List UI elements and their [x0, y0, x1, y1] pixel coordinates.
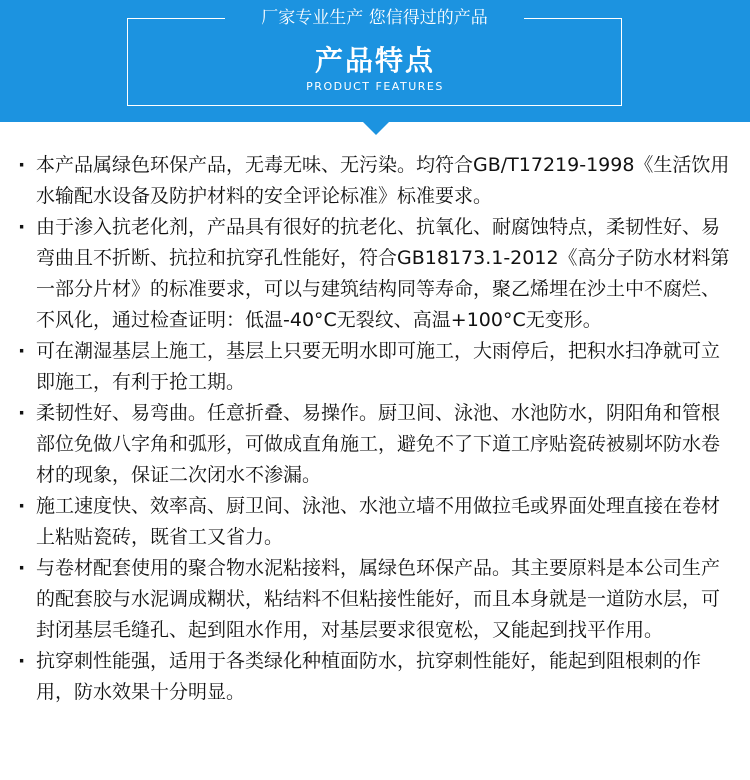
header-frame-top-right: [524, 18, 622, 19]
feature-text: 由于渗入抗老化剂，产品具有很好的抗老化、抗氧化、耐腐蚀特点，柔韧性好、易弯曲且不折断、抗拉和抗穿孔性能好，符合GB18173.1-2012《高分子防水材料第一部分片材》的标准要求，可以与建筑结构同等寿命，聚乙烯埋在沙土中不腐烂、不风化，通过检查证明：低温-40°C无裂纹、高温+100°C无变形。: [36, 216, 730, 331]
feature-text: 与卷材配套使用的聚合物水泥粘接料，属绿色环保产品。其主要原料是本公司生产的配套胶与水泥调成糊状，粘结料不但粘接性能好，而且本身就是一道防水层，可封闭基层毛缝孔、起到阻水作用，对基层要求很宽松，又能起到找平作用。: [36, 557, 721, 641]
feature-text: 本产品属绿色环保产品，无毒无味、无污染。均符合GB/T17219-1998《生活饮用水输配水设备及防护材料的安全评论标准》标准要求。: [36, 154, 730, 207]
bullet: ·: [18, 650, 26, 672]
bullet: ·: [18, 340, 26, 362]
header-notch: [362, 121, 390, 135]
feature-text: 柔韧性好、易弯曲。任意折叠、易操作。厨卫间、泳池、水池防水，阴阳角和管根部位免做八字角和弧形，可做成直角施工，避免不了下道工序贴瓷砖被剔坏防水卷材的现象，保证二次闭水不渗漏。: [36, 402, 721, 486]
bullet: ·: [18, 495, 26, 517]
header-frame-top-left: [127, 18, 225, 19]
feature-item: [18, 212, 738, 336]
feature-item: [18, 646, 738, 708]
feature-item: [18, 336, 738, 398]
feature-text: 施工速度快、效率高、厨卫间、泳池、水池立墙不用做拉毛或界面处理直接在卷材上粘贴瓷砖，既省工又省力。: [36, 495, 721, 548]
bullet: ·: [18, 402, 26, 424]
page-subtitle: PRODUCT FEATURES: [306, 80, 444, 93]
feature-text: 可在潮湿基层上施工，基层上只要无明水即可施工，大雨停后，把积水扫净就可立即施工，有利于抢工期。: [36, 340, 721, 393]
feature-item: [18, 491, 738, 553]
feature-item: [18, 553, 738, 646]
header-tagline: 厂家专业生产 您信得过的产品: [261, 8, 488, 28]
bullet: ·: [18, 557, 26, 579]
feature-item: [18, 398, 738, 491]
feature-list: [18, 150, 738, 708]
bullet: ·: [18, 216, 26, 238]
feature-item: [18, 150, 738, 212]
page-title: 产品特点: [314, 44, 435, 77]
feature-text: 抗穿刺性能强，适用于各类绿化种植面防水，抗穿刺性能好，能起到阻根刺的作用，防水效果十分明显。: [36, 650, 702, 703]
bullet: ·: [18, 154, 26, 176]
